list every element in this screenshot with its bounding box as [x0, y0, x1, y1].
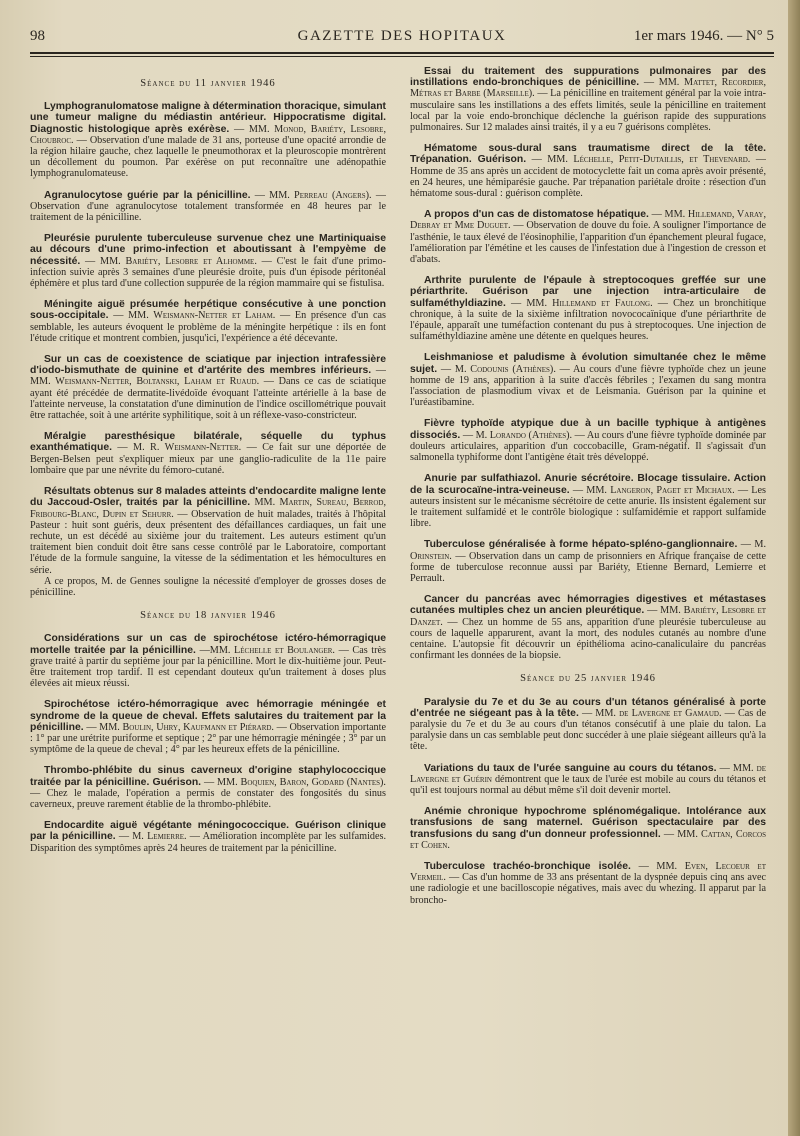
- abstract-entry: [410, 352, 766, 408]
- abstract-title: Pleurésie purulente tuberculeuse survenue chez une Martiniquaise au décours d'une primo-infection et aboutissant à l'empyème de nécessité.: [30, 233, 386, 267]
- abstract-title: Anurie par sulfathiazol. Anurie sécrétoire. Blocage tissulaire. Action de la scurocaïne-intra-veineuse.: [410, 473, 766, 496]
- abstract-body: — Chez un bronchitique chronique, à la suite de la sixième infiltration novococaïnique d'une périarthrite de l'épaule, apparaît une tuméfaction contenant du pus à streptocoques. Une injection de sulfaméthyldiazine amène une détente en quelques heures.: [410, 297, 766, 343]
- abstract-entry: [30, 633, 386, 689]
- abstract-authors: — MM. Monod, Bariéty, Lesobre, Choubroc.: [30, 123, 386, 146]
- abstract-body: — Cas de paralysie du 7e et du 3e au cours d'un tétanos consécutif à une plaie du talon. La paralysie dans un cas semblable peut donc succéder à une plaie siégeant ailleurs qu'à la tête.: [410, 707, 766, 753]
- abstract-body: — En présence d'un cas semblable, les auteurs évoquent le problème de la méningite herpétique : ils en font l'étude critique et montrent combien, jusqu'ici, l'expérience a été décevante.: [30, 310, 386, 344]
- abstract-entry: [410, 143, 766, 199]
- session-heading: Séance du 18 janvier 1946: [140, 610, 276, 622]
- abstract-authors: — MM. Bariéty, Lesobre et Alhomme.: [85, 255, 257, 267]
- abstract-authors: — MM. Perreau (Angers).: [254, 189, 372, 201]
- abstract-body: — Observation dans un camp de prisonniers en Afrique française de cette forme de tuberculose reconnue aussi par Bariéty, Etienne Bernard, Lemierre et Perrault.: [410, 550, 766, 584]
- abstract-entry: [30, 820, 386, 854]
- abstract-entry: [410, 473, 766, 529]
- abstract-authors: — MM. Boquien, Baron, Godard (Nantes).: [203, 776, 386, 788]
- abstract-body: — Chez le malade, l'opération a permis de constater des fongosités du sinus caverneux, preuve rarement établie de la thrombo-phlébite.: [30, 787, 386, 810]
- abstract-note: A ce propos, M. de Gennes souligne la nécessité d'employer de grosses doses de pénicilline.: [30, 575, 386, 598]
- abstract-entry: [30, 233, 386, 289]
- header-rule: [30, 56, 774, 57]
- abstract-entry: [30, 190, 386, 224]
- abstract-body: démontrent que le taux de l'urée est mobile au cours du tétanos et qu'il est toujours normal au début même s'il doit devenir mortel.: [410, 773, 766, 796]
- abstract-body: — Dans ce cas de sciatique ayant été précédée de dermatite-livédoïde évoquant l'atteinte artérielle à la base de l'atteinte nerveuse, la constatation d'une diminution de l'indice oscillométrique pouvait être rattachée, soit à une artérite syphilitique, soit à un réflexe-vaso-constricteur.: [30, 376, 386, 422]
- abstract-entry: [30, 354, 386, 421]
- abstract-body: — Les auteurs insistent sur le mécanisme sécrétoire de cette anurie. Ils insistent également sur le traitement sulfamidé et le contrôle biologique : sulfamidémie et rapport sulfamide libre.: [410, 484, 766, 530]
- abstract-title: Hématome sous-dural sans traumatisme direct de la tête. Trépanation. Guérison.: [410, 143, 766, 166]
- abstract-entry: [30, 299, 386, 344]
- abstract-authors: —MM. Léchelle et Boulanger.: [199, 644, 335, 656]
- abstract-entry: [410, 66, 766, 133]
- abstract-authors: — MM. Cattan, Corcos et Cohen.: [410, 828, 766, 851]
- issue-date: 1er mars 1946. — N° 5: [633, 28, 774, 44]
- abstract-entry: [30, 101, 386, 179]
- abstract-authors: — M. Lorando (Athènes).: [462, 429, 573, 441]
- abstract-entry: [410, 861, 766, 906]
- abstract-title: Sur un cas de coexistence de sciatique par injection intrafessière d'iodo-bismuthate de quinine et d'artérite des membres inférieurs.: [30, 354, 386, 377]
- abstract-entry: [410, 594, 766, 661]
- abstract-authors: — MM. Mattet, Recordier, Métras et Barbe (Marseille).: [410, 77, 766, 100]
- abstract-title: Variations du taux de l'urée sanguine au cours du tétanos.: [424, 762, 717, 774]
- abstract-title: Fièvre typhoïde atypique due à un bacille typhique à antigènes dissociés.: [410, 418, 766, 441]
- journal-title: GAZETTE DES HOPITAUX: [297, 28, 507, 44]
- abstract-entry: [410, 275, 766, 342]
- abstract-authors: — MM. Bariéty, Lesobre et Danzet.: [410, 605, 766, 628]
- abstract-title: Agranulocytose guérie par la pénicilline.: [44, 189, 251, 201]
- abstract-authors: — MM. Even, Lecoeur et Vermeil.: [410, 860, 766, 884]
- abstract-body: — C'est le fait d'une primo-infection suivie après 3 semaines d'une pleurésie droite, puis d'un épisode péritonéal éphémère et plus tard d'une collection suppurée de la région mammaire qui se fistulisa.: [30, 255, 386, 290]
- abstract-authors: — MM. Hillemand, Varay, Debray et Mme Duguet.: [410, 209, 766, 232]
- abstract-body: — Cas d'un homme de 33 ans présentant de la dyspnée depuis cinq ans avec une radiologie et une bacilloscopie négatives, mais avec du whezing. Il apparut par la broncho-: [410, 872, 766, 906]
- abstract-authors: — MM. Weismann-Netter et Laham.: [113, 310, 276, 322]
- abstract-title: Tuberculose trachéo-bronchique isolée.: [424, 860, 631, 872]
- abstract-entry: [410, 418, 766, 463]
- page-number: 98: [30, 28, 45, 44]
- abstract-entry: [30, 431, 386, 476]
- abstract-body: — La pénicilline en traitement général par la voie intra-musculaire sans les instillations a des effets limités, seule la pénicilline en traitement local par la voie endo-bronchique déclenche la guérison rapide des suppurations pulmonaires. Sur 12 malades ainsi traités, il y a eu 7 guérisons complètes.: [410, 88, 766, 134]
- abstract-authors: — M. Orinstein.: [410, 539, 766, 562]
- abstract-title: Paralysie du 7e et du 3e au cours d'un tétanos généralisé à porte d'entrée ne siégeant pas à la tête.: [410, 696, 766, 719]
- abstract-body: — Observation de huit malades, traités à l'hôpital Pasteur : huit sont guéris, deux présentent des défaillances cardiaques, un fait une rechute, un est décédé au sixième jour du traitement. Les auteurs estiment qu'un traitement bien conduit doit être sans cesse contrôlé par le Laboratoire, comportant l'étude de la formule sanguine, la vitesse de la sédimentation et les hémocultures en série.: [30, 508, 386, 576]
- left-column: [30, 66, 386, 1126]
- abstract-title: Résultats obtenus sur 8 malades atteints d'endocardite maligne lente du Jaccoud-Osler, traités par la pénicilline.: [30, 486, 386, 509]
- abstract-body: — Observation d'une malade de 31 ans, porteuse d'une opacité arrondie de la région hilaire gauche, chez laquelle le pneumothorax et la pleuroscopie montrèrent un décollement du poumon. Par exérèse on put reconnaître une adénopathie lymphogranulomateuse.: [30, 134, 386, 180]
- abstract-entry: [30, 486, 386, 598]
- abstract-authors: — M. Lemierre.: [118, 831, 187, 843]
- abstract-title: Arthrite purulente de l'épaule à streptocoques greffée sur une périarthrite. Guérison par une injection intra-articulaire de sulfaméthyldiazine.: [410, 275, 766, 309]
- abstract-title: Spirochétose ictéro-hémorragique avec hémorragie méningée et syndrome de la queue de cheval. Effets salutaires du traitement par la pénicilline.: [30, 699, 386, 733]
- abstract-body: — Observation d'une agranulocytose totalement transformée en 48 heures par le traitement de la pénicilline.: [30, 189, 386, 224]
- abstract-body: — Au cours d'une fièvre typhoïde dominée par douleurs articulaires, apparition d'un coccobacille, Gram-négatif. Il s'agissait d'un salmonella typhiforme dont l'antigène était très développé.: [410, 429, 766, 464]
- abstract-title: Considérations sur un cas de spirochétose ictéro-hémorragique mortelle traitée par la pénicilline.: [30, 633, 386, 656]
- abstract-title: Lymphogranulomatose maligne à détermination thoracique, simulant une tumeur maligne du médiastin antérieur. Hippocratisme digital. Diagnostic histologique après exérèse.: [30, 101, 386, 135]
- abstract-authors: MM. Martin, Sureau, Berrod, Fribourg-Blanc, Dupin et Sehurr.: [30, 497, 386, 520]
- binding-edge: [788, 0, 800, 1136]
- abstract-entry: [410, 806, 766, 851]
- abstract-entry: [410, 539, 766, 584]
- abstract-body: — Observation importante : 1° par une urétrite puriforme et septique ; 2° par une hémorragie méningée ; 3° par un symptôme de la queue de cheval ; 4° par les heureux effets de la pénicilline.: [30, 721, 386, 756]
- abstract-authors: — M. R. Weismann-Netter.: [117, 442, 242, 454]
- abstract-authors: — MM. Langeron, Paget et Michaux.: [572, 484, 735, 496]
- abstract-body: — Ce fait sur une déportée de Bergen-Belsen peut s'expliquer mieux par une ganglio-radiculite de la 11e paire lombaire que par une névrite du fémoro-cutané.: [30, 442, 386, 476]
- abstract-title: Essai du traitement des suppurations pulmonaires par des instillations endo-bronchiques de pénicilline.: [410, 66, 766, 89]
- right-column: [410, 66, 766, 1126]
- abstract-title: Méralgie paresthésique bilatérale, séquelle du typhus exanthématique.: [30, 431, 386, 454]
- abstract-entry: [30, 699, 386, 755]
- session-heading: Séance du 25 janvier 1946: [520, 673, 656, 685]
- abstract-authors: — MM. de Lavergne et Gamaud.: [581, 707, 722, 719]
- abstract-body: — Cas très grave traité à partir du septième jour par la pénicilline. Mort le dix-huitième jour. Peut-être traitement trop tardif. Il est cependant douteux qu'un traitement à doses plus élevées ait mieux réussi.: [30, 644, 386, 690]
- abstract-title: Anémie chronique hypochrome splénomégalique. Intolérance aux transfusions de sang maternel. Guérison spectaculaire par des transfusions du sang d'un donneur professionnel.: [410, 806, 766, 840]
- abstract-title: Leishmaniose et paludisme à évolution simultanée chez le même sujet.: [410, 352, 766, 375]
- abstract-body: — Observation de douve du foie. A souligner l'importance de l'asthénie, le taux élevé de l'éosinophilie, l'apparition d'un épanchement pleural fugace, l'amélioration par l'émétine et les causes de l'infestation due à l'ingestion de cresson et d'abats.: [410, 220, 766, 266]
- abstract-title: A propos d'un cas de distomatose hépatique.: [424, 209, 649, 221]
- abstract-title: Thrombo-phlébite du sinus caverneux d'origine staphylococcique traitée par la pénicilline. Guérison.: [30, 765, 386, 788]
- abstract-body: — Chez un homme de 55 ans, apparition d'une pleurésie tuberculeuse au cours de laquelle apparurent, avant la mort, des nodules cutanés au nombre d'une centaine. L'autopsie fit découvrir un épithélioma acino-canaliculaire du pancréas confirmant les données de la biopsie.: [410, 616, 766, 662]
- abstract-entry: [30, 765, 386, 810]
- running-header: [30, 24, 774, 54]
- abstract-entry: [410, 763, 766, 797]
- abstract-authors: — M. Codounis (Athènes).: [440, 363, 556, 375]
- abstract-authors: — MM. Hillemand et Faulong.: [511, 297, 653, 309]
- abstract-entry: [410, 697, 766, 753]
- abstract-authors: — MM. Léchelle, Petit-Dutaillis, et Thevenard.: [531, 154, 751, 166]
- session-heading: Séance du 11 janvier 1946: [140, 78, 276, 89]
- abstract-body: — Au cours d'une fièvre typhoïde chez un jeune homme de 19 ans, apparition à la suite d'accès fébriles ; l'examen du sang montra l'association de plasmodium vivax et de Leismania. Guérison par la quinine et l'uréastibamine.: [410, 363, 766, 409]
- abstract-authors: — MM. de Lavergne et Guérin: [410, 762, 766, 785]
- abstract-title: Cancer du pancréas avec hémorragies digestives et métastases cutanées multiples chez un ancien pleurétique.: [410, 594, 766, 617]
- abstract-title: Endocardite aiguë végétante méningococcique. Guérison clinique par la pénicilline.: [30, 820, 386, 843]
- abstract-title: Tuberculose généralisée à forme hépato-spléno-ganglionnaire.: [424, 539, 738, 551]
- abstract-authors: — MM. Weismann-Netter, Boltanski, Laham et Ruaud.: [30, 365, 386, 388]
- abstract-body: — Amélioration incomplète par les sulfamides. Disparition des symptômes après 24 heures de traitement par la pénicilline.: [30, 831, 386, 854]
- abstract-body: — Homme de 35 ans après un accident de motocyclette fait un coma après avoir présenté, en 24 heures, une hémiparésie gauche. Par trépanation pariétale droite : résection d'un hématome sous-dural : guérison complète.: [410, 154, 766, 200]
- abstract-authors: — MM. Boulin, Uhry, Kaufmann et Piérard.: [86, 721, 274, 733]
- abstract-entry: [410, 209, 766, 265]
- abstract-title: Méningite aiguë présumée herpétique consécutive à une ponction sous-occipitale.: [30, 299, 386, 322]
